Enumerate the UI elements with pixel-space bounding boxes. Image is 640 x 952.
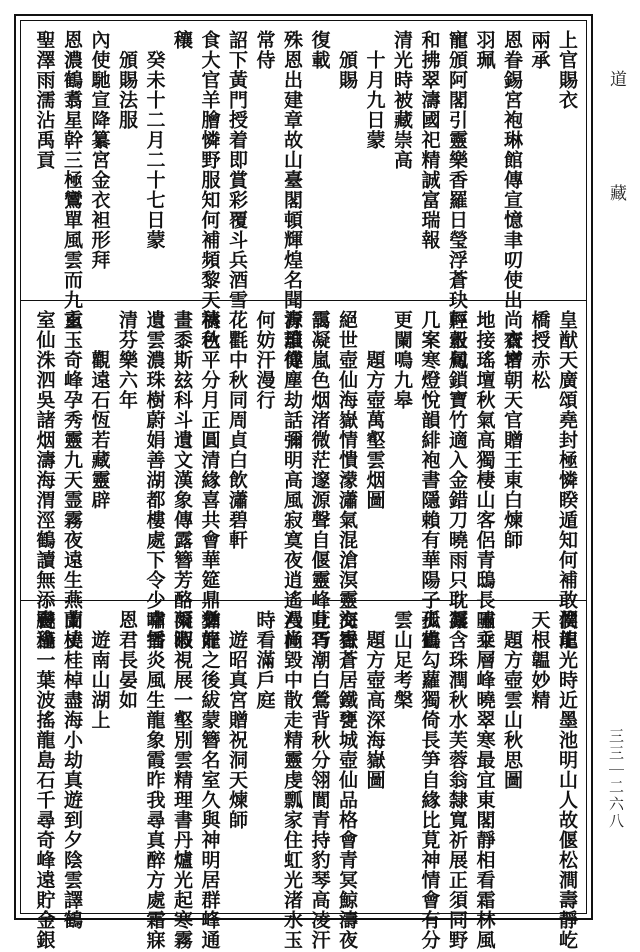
- text-column: 雲山足考槃: [391, 610, 413, 710]
- text-column: 題方壺高深海嶽圖: [363, 610, 386, 790]
- text-column: 頒賜法服: [116, 30, 138, 130]
- text-column: 羽珮: [473, 30, 496, 70]
- text-column: 寵頒阿閣引靈樂香羅日瑩浮蒼玦輕縠鳳: [446, 30, 468, 370]
- text-column: 齋宮朝天官贈王東白煉師: [501, 310, 523, 550]
- text-column: 畫黍斯玆科斗遺文漢象傳露簪芳酪凝淑: [171, 310, 193, 650]
- text-column: 遺雲濃珠樹蔚娟善湖都樓處下令少幸播: [143, 310, 166, 650]
- text-column: 嘯雪炎風生龍象霞昨我尋真醉方處霜寐: [143, 610, 166, 950]
- text-column: 玄玉奇峰孕秀靈九天霊霧夜遠生燕山丈: [61, 310, 83, 650]
- text-column: 露含珠潤秋水芙蓉翁隸寬祈展正須同野: [446, 610, 468, 950]
- text-column: 蘭橈桂棹盡海小劫真遊到夕陰雲譯鶴: [61, 610, 83, 930]
- text-column: 遊昭真宮贈祝洞天煉師: [226, 610, 248, 830]
- text-column: 十月九日蒙: [363, 30, 386, 150]
- text-column: 食大官羊膾憐野服知何補頻黎天禱秋: [198, 30, 221, 350]
- text-column: 和拂翠濤國祀精誠富瑞報: [418, 30, 441, 250]
- text-column: 秋色平分月正圓清緣喜共會華筵鼎彝好: [198, 310, 221, 650]
- text-column: 遊南山湖上: [88, 610, 111, 730]
- column-group-middle: [20, 300, 587, 650]
- text-column: 步直勾蘿獨倚長笋自緣比莧神情會有分: [418, 610, 441, 950]
- text-column: 上官賜衣: [556, 30, 578, 110]
- text-panel-bottom: [20, 600, 587, 950]
- text-column: 聖澤雨濡沾禹貢: [33, 30, 56, 170]
- text-panel-middle: [20, 300, 587, 650]
- text-column: 恩君長晏如: [116, 610, 138, 710]
- text-column: 殊恩出建章故山臺閣頓輝煌名聞青瑣傳: [281, 30, 303, 370]
- text-column: 頒賜: [336, 30, 358, 90]
- text-column: 題方壺雲山秋思圖: [501, 610, 523, 790]
- text-column: 海嶽蒼居鐵甕城壺仙品格會青冥鯨濤夜: [336, 610, 358, 950]
- text-column: 時看滿戶庭: [253, 610, 276, 710]
- text-column: 源誰從塵劫話彌明高風寂寞夜逍遙八極: [281, 310, 303, 650]
- text-column: 吐胥潮白鶯背秋分翎閬青持豹琴高凌汗: [308, 610, 331, 950]
- text-column: 猶龍之後紱蒙簪名室久與神明居群峰通: [198, 610, 221, 950]
- text-column: 中秋同周貞白飲瀟碧軒: [226, 310, 248, 550]
- text-column: 癸未十二月二十七日蒙: [143, 30, 166, 250]
- text-column: 何妨汗漫行: [253, 310, 276, 410]
- text-column: 穰: [171, 30, 193, 50]
- text-column: 題方壺萬壑雲烟圖: [363, 310, 386, 510]
- text-column: 漫尚毀中散走精靈虔瓢家住虹光渚水玉: [281, 610, 303, 950]
- text-column: 天根韞妙精: [528, 610, 551, 710]
- text-column: 几案寒燈悅韻緋袍書隱賴有華陽子孤鶴: [418, 310, 441, 650]
- text-column: 兩承: [528, 30, 551, 70]
- text-column: 雨暇視展一壑別雲精理書丹爐光起寒霧: [171, 610, 193, 950]
- text-column: 橋授赤松: [528, 310, 551, 390]
- text-column: 詔下黃門授着即賞彩覆斗兵酒雪花氍: [226, 30, 248, 350]
- text-column: 清芬樂六年: [116, 310, 138, 410]
- text-column: 清光時被藏崇高: [391, 30, 413, 170]
- text-column: 玉立層峰曉翠寒最宜東閣靜相看霜林風: [473, 610, 496, 950]
- text-column: 靄凝嵐色烟渚微茫邃源聲自偃靈峰莧巧: [308, 310, 331, 650]
- text-column: 觀遠石恆若藏靈辟: [88, 310, 111, 510]
- column-group-bottom: [20, 600, 587, 950]
- text-column: 地接瑤壇秋氣高獨棲山客侶青鴟長嘯乘: [473, 310, 496, 650]
- text-column: 絕世壺仙海嶽情憒濛瀟氣混滄溟靈交香: [336, 310, 358, 650]
- text-column: 常侍: [253, 30, 276, 70]
- text-column: 戸玉句鎖寶竹適入金錯刀曉雨只耽凝: [446, 310, 468, 630]
- text-column: 恩眷錫宮袍琳館傳宣憶聿叨使出尚衣增: [501, 30, 523, 370]
- text-column: 內使馳宣降纂宮金衣袒形拜: [88, 30, 111, 270]
- text-column: 飈逢一葉波搖龍島石千尋奇峰遠貯金銀: [33, 610, 56, 950]
- margin-title: 道 藏: [606, 70, 626, 241]
- page-number: 三三｜二六八: [607, 728, 625, 830]
- text-column: 室仙洙泗吳諸烟濤海渭涇鶴讀無添書稿: [33, 310, 56, 650]
- text-column: 皇猷天廣頌堯封極憐睽遁知何補敢俟圯: [556, 310, 578, 650]
- text-column: 恩濃鶴翥星幹三極鸞單風雲而九重: [61, 30, 83, 330]
- text-column: 更闌鳴九皋: [391, 310, 413, 410]
- text-column: 濶龍光時近墨池明山人故偃松澗壽靜屹: [556, 610, 578, 950]
- text-column: 復載: [308, 30, 331, 70]
